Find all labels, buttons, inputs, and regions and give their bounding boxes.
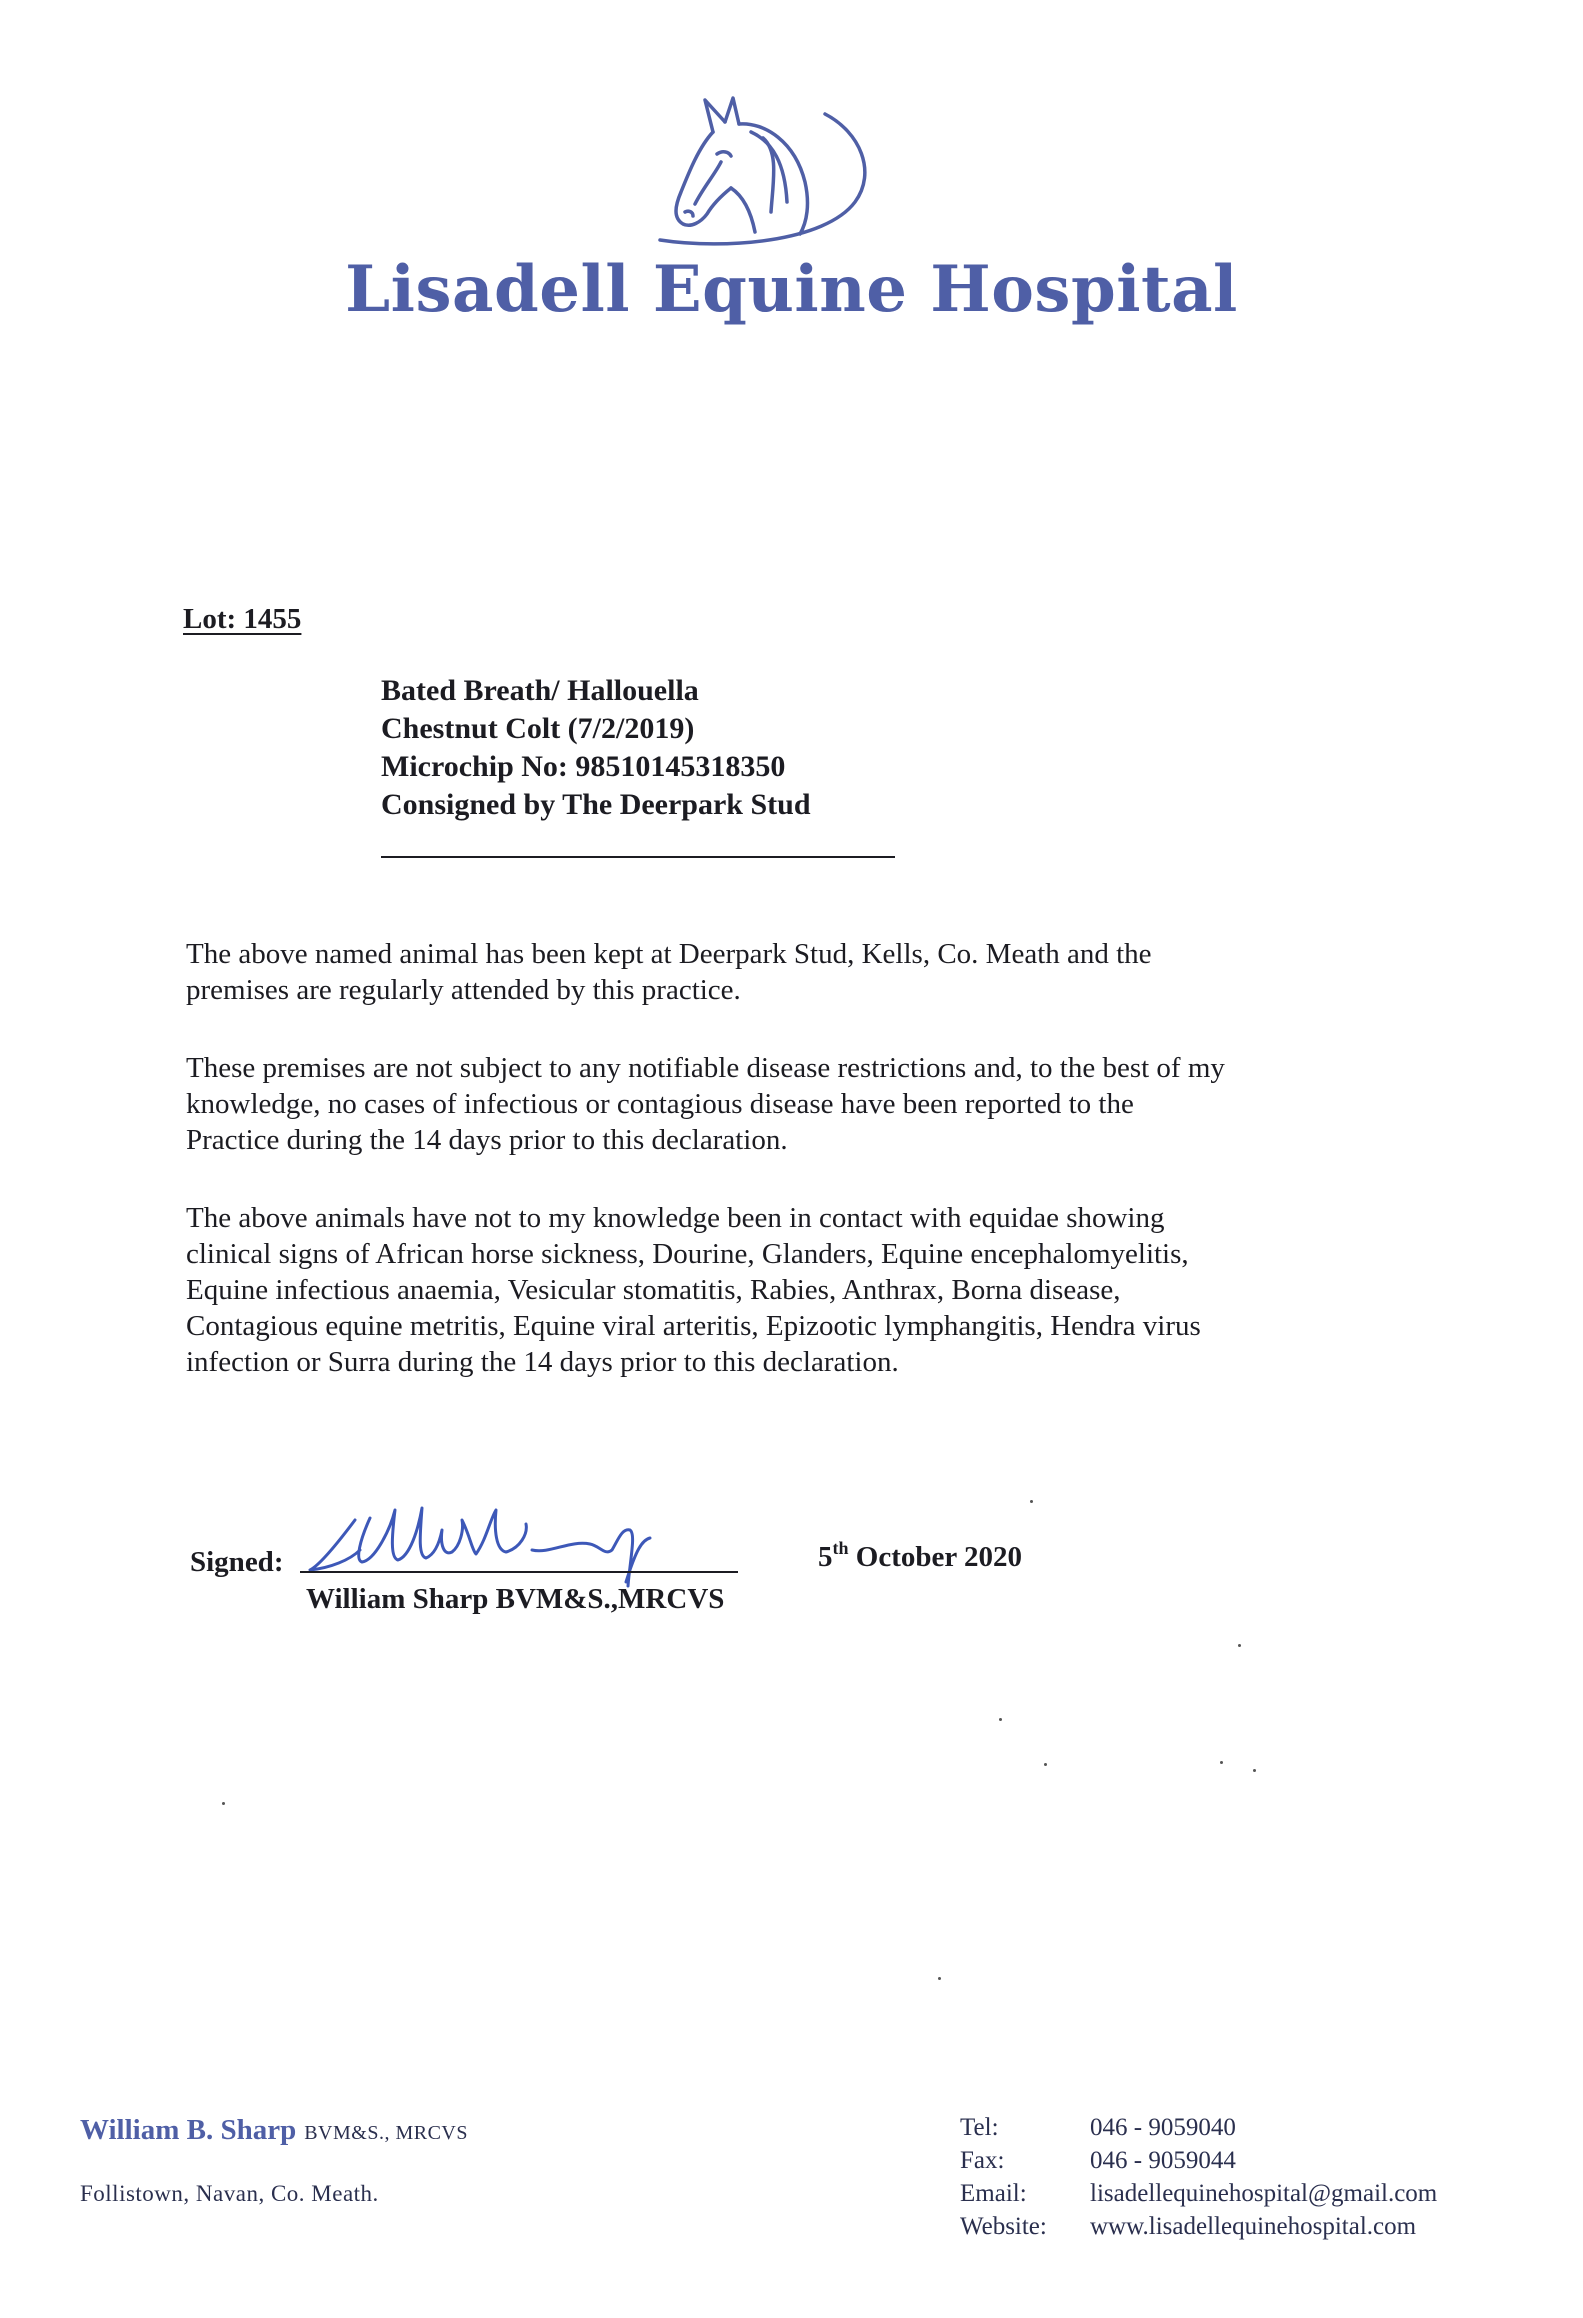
speck: [1238, 1644, 1241, 1647]
handwritten-signature: [300, 1490, 720, 1590]
paragraph-line: clinical signs of African horse sickness, Dourine, Glanders, Equine encephalomyelitis,: [186, 1238, 1189, 1270]
horse-details: [381, 672, 811, 824]
lot-number: Lot: 1455: [183, 603, 302, 635]
contact-label: Email:: [960, 2180, 1027, 2207]
contact-value: lisadellequinehospital@gmail.com: [1090, 2180, 1438, 2207]
signed-label: Signed:: [190, 1546, 284, 1578]
contact-row-tel: [960, 2111, 1437, 2144]
contact-label: Tel:: [960, 2114, 999, 2141]
contact-value: 046 - 9059044: [1090, 2147, 1236, 2174]
horse-description: Chestnut Colt (7/2/2019): [381, 712, 695, 745]
paragraph-line: knowledge, no cases of infectious or contagious disease have been reported to the: [186, 1088, 1134, 1120]
date-month-year: October 2020: [848, 1541, 1022, 1573]
contact-row-website: [960, 2210, 1437, 2243]
speck: [1253, 1769, 1256, 1772]
speck: [938, 1977, 941, 1980]
contact-details: [960, 2111, 1437, 2243]
horse-pedigree: Bated Breath/ Hallouella: [381, 674, 699, 707]
contact-value: 046 - 9059040: [1090, 2114, 1236, 2141]
speck: [1220, 1761, 1223, 1764]
signature-line: [300, 1571, 738, 1573]
date-day: 5: [818, 1541, 833, 1573]
paragraph-line: premises are regularly attended by this practice.: [186, 974, 741, 1006]
paragraph-diseases: [186, 1200, 1386, 1380]
footer-vet-name: [80, 2114, 468, 2147]
paragraph-line: The above animals have not to my knowledge been in contact with equidae showing: [186, 1202, 1165, 1234]
declaration-date: [818, 1538, 1022, 1574]
speck: [1030, 1500, 1033, 1503]
divider: [381, 856, 895, 858]
contact-row-email: [960, 2177, 1437, 2210]
signer-name: William Sharp BVM&S.,MRCVS: [306, 1583, 725, 1615]
microchip-number: Microchip No: 98510145318350: [381, 750, 786, 783]
paragraph-line: The above named animal has been kept at Deerpark Stud, Kells, Co. Meath and the: [186, 938, 1152, 970]
contact-label: Fax:: [960, 2147, 1005, 2174]
paragraph-restrictions: [186, 1050, 1386, 1158]
speck: [1044, 1763, 1047, 1766]
contact-row-fax: [960, 2144, 1437, 2177]
contact-label: Website:: [960, 2213, 1047, 2240]
paragraph-premises: [186, 936, 1386, 1008]
paragraph-line: These premises are not subject to any notifiable disease restrictions and, to the best of my: [186, 1052, 1225, 1084]
speck: [222, 1802, 225, 1805]
hospital-name: Lisadell Equine Hospital: [345, 252, 1238, 327]
paragraph-line: infection or Surra during the 14 days prior to this declaration.: [186, 1346, 899, 1378]
vet-qualifications: BVM&S., MRCVS: [304, 2122, 468, 2144]
paragraph-line: Contagious equine metritis, Equine viral arteritis, Epizootic lymphangitis, Hendra virus: [186, 1310, 1201, 1342]
speck: [999, 1718, 1002, 1721]
contact-value: www.lisadellequinehospital.com: [1090, 2213, 1417, 2240]
footer-address: Follistown, Navan, Co. Meath.: [80, 2181, 379, 2206]
vet-name: William B. Sharp: [80, 2114, 297, 2146]
horse-head-logo-icon: [655, 92, 875, 252]
consignor: Consigned by The Deerpark Stud: [381, 788, 811, 821]
paragraph-line: Equine infectious anaemia, Vesicular stomatitis, Rabies, Anthrax, Borna disease,: [186, 1274, 1121, 1306]
paragraph-line: Practice during the 14 days prior to this declaration.: [186, 1124, 788, 1156]
date-suffix: th: [832, 1538, 849, 1558]
